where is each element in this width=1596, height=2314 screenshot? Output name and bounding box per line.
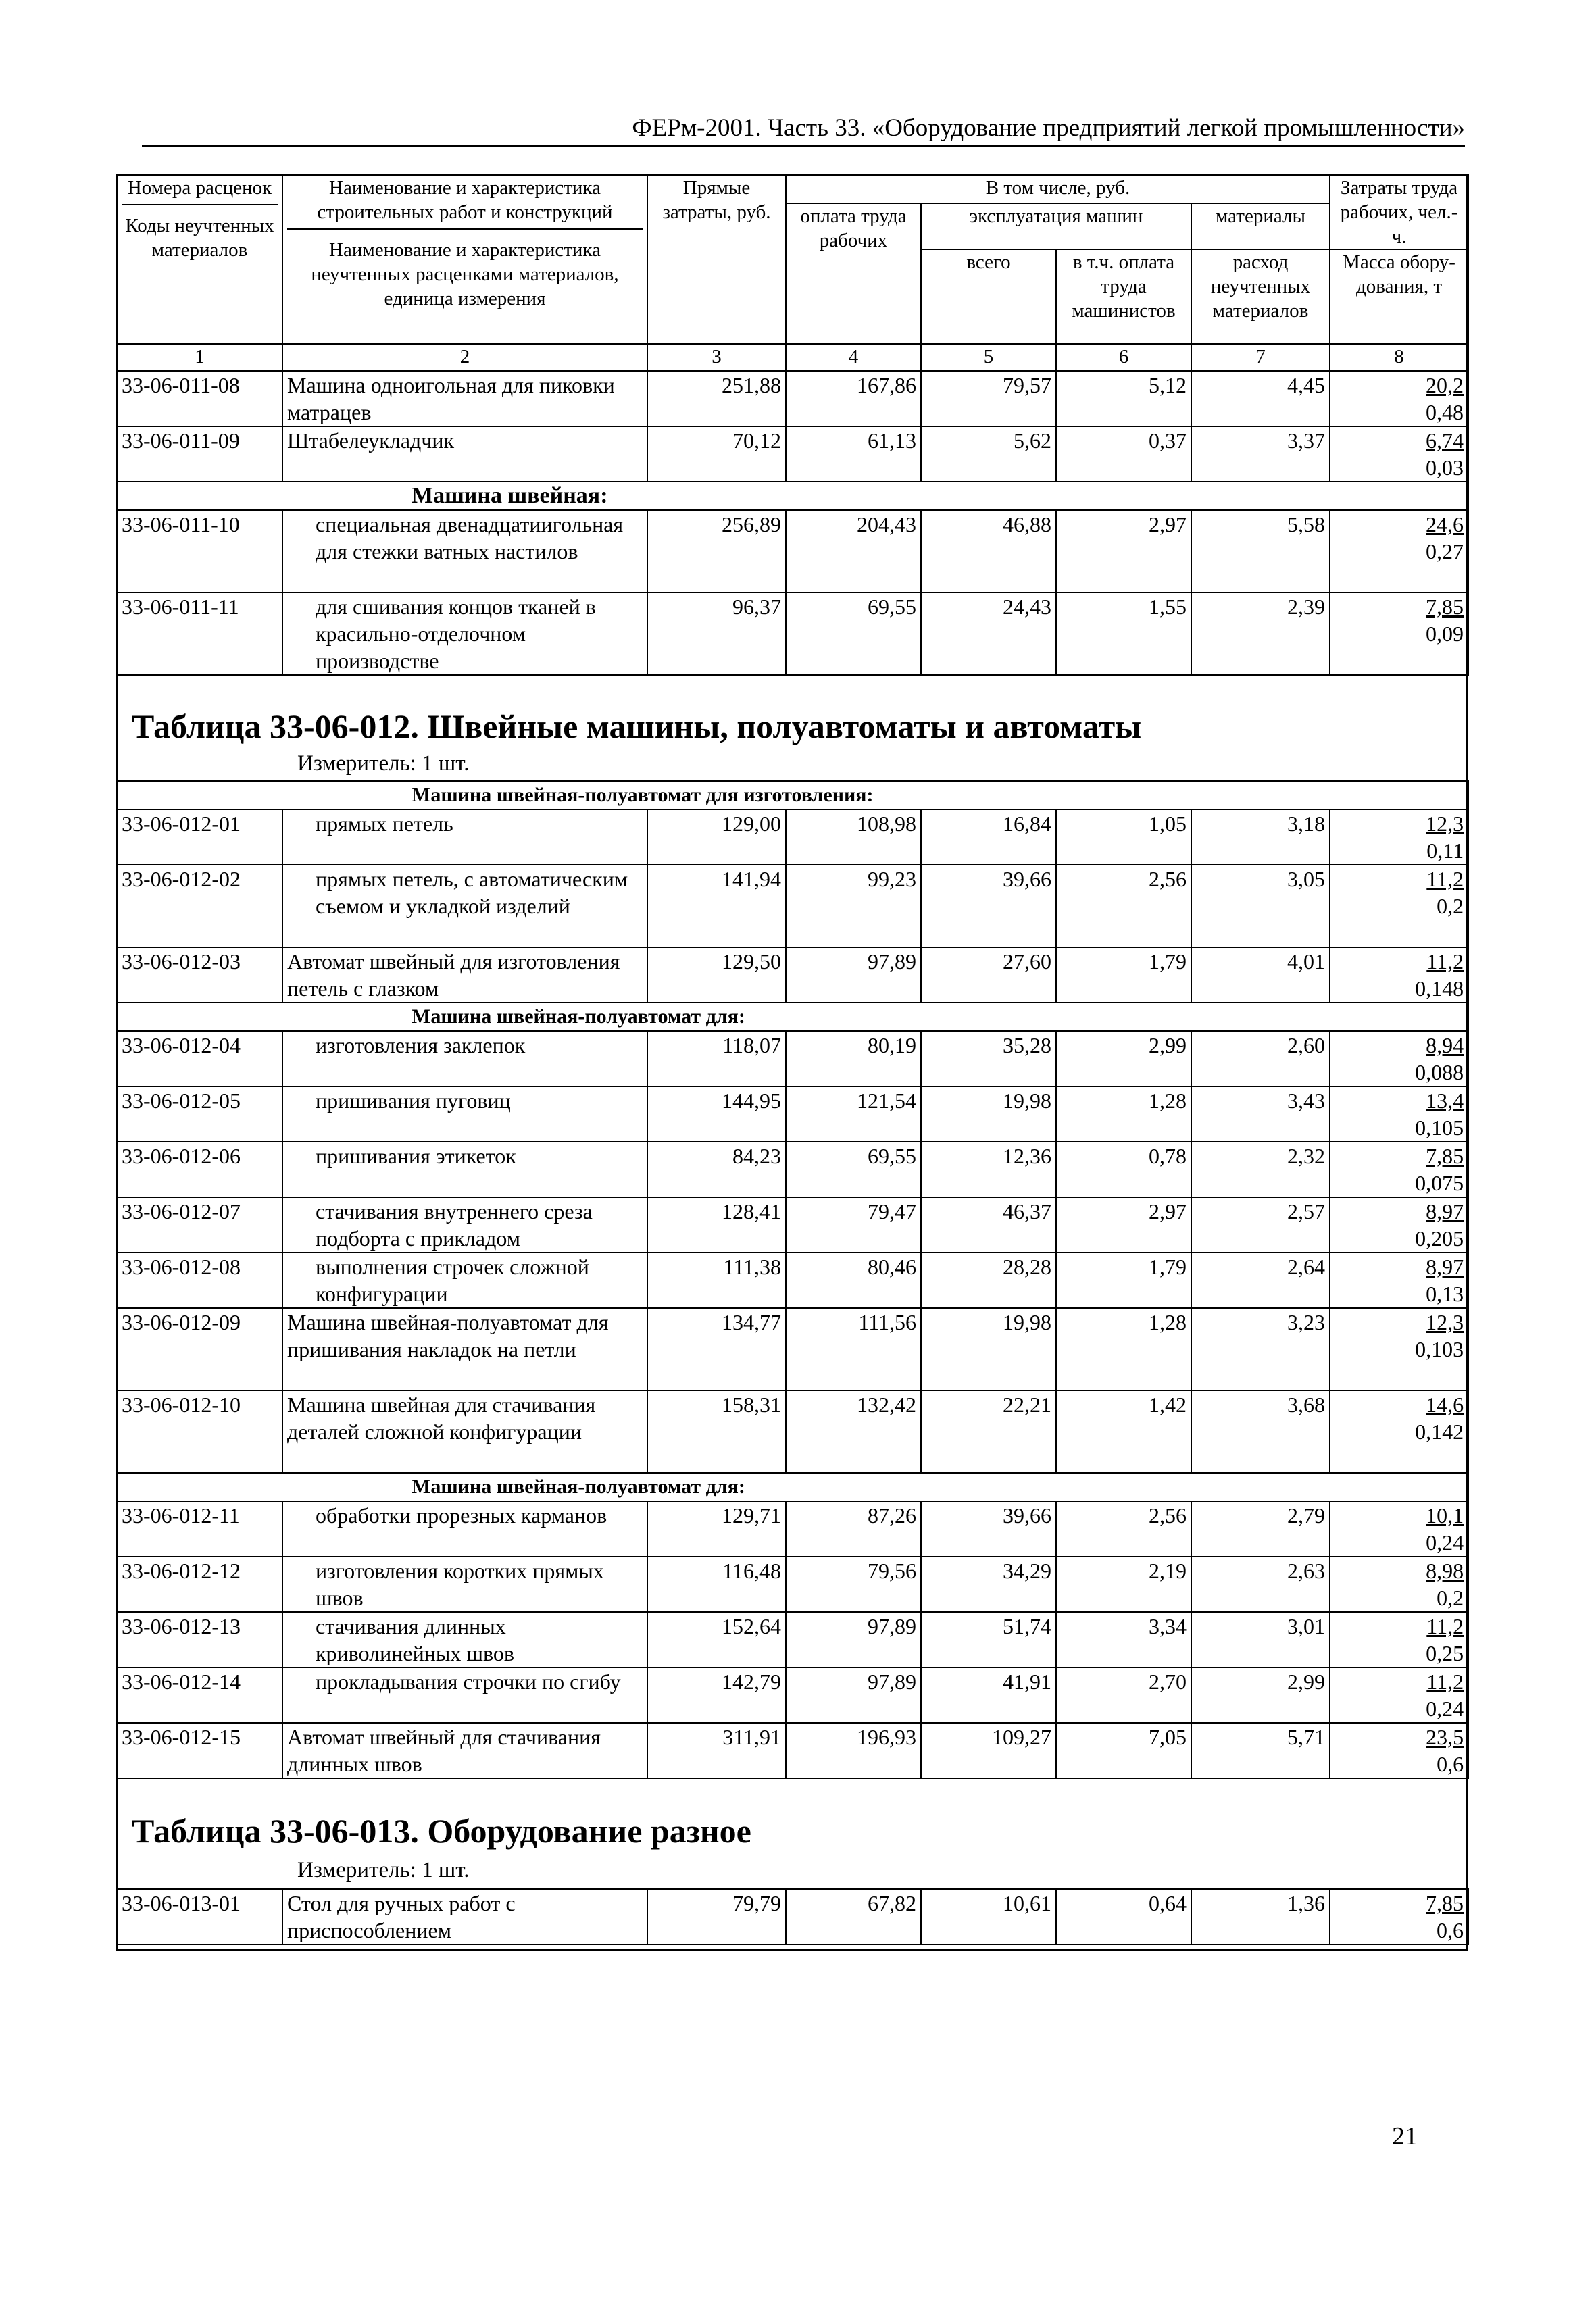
col-header-materials: материалы xyxy=(1191,203,1330,249)
row-code: 33-06-012-08 xyxy=(117,1253,282,1308)
row-materials: 3,37 xyxy=(1191,426,1330,482)
row-machines-total: 109,27 xyxy=(921,1723,1056,1778)
row-labor-cost: 23,5 xyxy=(1426,1725,1464,1749)
row-code: 33-06-012-09 xyxy=(117,1308,282,1390)
table-title-012: Таблица 33-06-012. Швейные машины, полуавтоматы и автоматы xyxy=(132,707,1142,745)
row-labor-cost: 11,2 xyxy=(1426,1669,1464,1694)
row-mass: 0,11 xyxy=(1426,838,1464,863)
row-machinists-pay: 2,97 xyxy=(1056,510,1191,593)
row-labor-mass xyxy=(1330,1667,1468,1723)
row-machines-total: 22,21 xyxy=(921,1390,1056,1473)
row-direct-cost: 70,12 xyxy=(647,426,786,482)
col-code-top: Номера расценок xyxy=(122,176,278,205)
col-name-bottom: Наименование и характеристика неучтенных расценками материалов, единица измерения xyxy=(311,239,619,309)
row-machines-total: 5,62 xyxy=(921,426,1056,482)
table-row xyxy=(117,1253,1468,1308)
row-materials: 2,64 xyxy=(1191,1253,1330,1308)
row-labor-mass xyxy=(1330,1308,1468,1390)
row-machines-total: 35,28 xyxy=(921,1031,1056,1086)
row-labor-pay: 132,42 xyxy=(786,1390,921,1473)
row-mass: 0,13 xyxy=(1426,1282,1464,1306)
table-33-06-013 xyxy=(116,1888,1469,1945)
row-machines-total: 39,66 xyxy=(921,865,1056,947)
row-direct-cost: 142,79 xyxy=(647,1667,786,1723)
row-name: Штабелеукладчик xyxy=(282,426,647,482)
col-header-mach-labor: в т.ч. оплата труда машинистов xyxy=(1056,249,1191,344)
row-machinists-pay: 0,37 xyxy=(1056,426,1191,482)
col-num: 6 xyxy=(1056,344,1191,371)
row-machinists-pay: 2,97 xyxy=(1056,1197,1191,1253)
table-row xyxy=(117,1667,1468,1723)
row-labor-pay: 97,89 xyxy=(786,1612,921,1667)
row-code: 33-06-012-12 xyxy=(117,1557,282,1612)
row-name: изготовления заклепок xyxy=(282,1031,647,1086)
row-machines-total: 51,74 xyxy=(921,1612,1056,1667)
table-row xyxy=(117,1390,1468,1473)
row-labor-pay: 80,19 xyxy=(786,1031,921,1086)
row-labor-pay: 99,23 xyxy=(786,865,921,947)
row-labor-pay: 204,43 xyxy=(786,510,921,593)
row-machines-total: 19,98 xyxy=(921,1086,1056,1142)
rows-012-b xyxy=(117,1031,1468,1473)
row-labor-cost: 12,3 xyxy=(1426,1310,1464,1334)
row-machinists-pay: 1,79 xyxy=(1056,947,1191,1003)
table-row xyxy=(117,1723,1468,1778)
row-name: Стол для ручных работ с приспособлением xyxy=(282,1889,647,1944)
col-header-labor-cost: Затраты труда рабочих, чел.-ч. xyxy=(1330,175,1468,249)
row-direct-cost: 144,95 xyxy=(647,1086,786,1142)
row-mass: 0,2 xyxy=(1437,894,1464,918)
row-code: 33-06-012-14 xyxy=(117,1667,282,1723)
row-labor-cost: 13,4 xyxy=(1426,1088,1464,1113)
row-name: прокладывания строчки по сгибу xyxy=(282,1667,647,1723)
row-machines-total: 41,91 xyxy=(921,1667,1056,1723)
row-mass: 0,205 xyxy=(1415,1226,1464,1251)
row-labor-cost: 7,85 xyxy=(1426,1891,1464,1915)
row-code: 33-06-012-03 xyxy=(117,947,282,1003)
row-materials: 2,60 xyxy=(1191,1031,1330,1086)
table-row xyxy=(117,1501,1468,1557)
row-mass: 0,142 xyxy=(1415,1419,1464,1444)
row-materials: 2,39 xyxy=(1191,593,1330,675)
table-row xyxy=(117,865,1468,947)
row-name: прямых петель, с автоматическим съемом и укладкой изделий xyxy=(282,865,647,947)
row-machinists-pay: 1,28 xyxy=(1056,1086,1191,1142)
row-code: 33-06-012-01 xyxy=(117,809,282,865)
row-mass: 0,24 xyxy=(1426,1530,1464,1555)
row-name: стачивания длинных криволинейных швов xyxy=(282,1612,647,1667)
row-labor-cost: 7,85 xyxy=(1426,1144,1464,1168)
table-row xyxy=(117,1197,1468,1253)
table-row xyxy=(117,1889,1468,1944)
col-name-top: Наименование и характеристика строительных работ и конструкций xyxy=(287,176,643,230)
row-materials: 3,18 xyxy=(1191,809,1330,865)
row-materials: 2,63 xyxy=(1191,1557,1330,1612)
col-header-name xyxy=(282,175,647,344)
table-row xyxy=(117,510,1468,593)
row-materials: 3,23 xyxy=(1191,1308,1330,1390)
row-labor-cost: 7,85 xyxy=(1426,595,1464,619)
row-name: выполнения строчек сложной конфигурации xyxy=(282,1253,647,1308)
col-num: 3 xyxy=(647,344,786,371)
row-machinists-pay: 1,28 xyxy=(1056,1308,1191,1390)
row-machines-total: 19,98 xyxy=(921,1308,1056,1390)
row-labor-mass xyxy=(1330,510,1468,593)
row-materials: 2,99 xyxy=(1191,1667,1330,1723)
row-direct-cost: 256,89 xyxy=(647,510,786,593)
row-machinists-pay: 7,05 xyxy=(1056,1723,1191,1778)
subheader-text: Машина швейная: xyxy=(117,482,1468,510)
row-labor-cost: 8,97 xyxy=(1426,1255,1464,1279)
row-code: 33-06-012-02 xyxy=(117,865,282,947)
row-labor-cost: 24,6 xyxy=(1426,512,1464,536)
row-direct-cost: 84,23 xyxy=(647,1142,786,1197)
row-mass: 0,105 xyxy=(1415,1115,1464,1140)
table-row xyxy=(117,1086,1468,1142)
row-direct-cost: 158,31 xyxy=(647,1390,786,1473)
row-machinists-pay: 3,34 xyxy=(1056,1612,1191,1667)
row-labor-mass xyxy=(1330,1253,1468,1308)
row-direct-cost: 129,71 xyxy=(647,1501,786,1557)
row-mass: 0,09 xyxy=(1426,622,1464,646)
row-name: Машина одноигольная для пиковки матрацев xyxy=(282,371,647,426)
table-row xyxy=(117,1031,1468,1086)
row-machines-total: 34,29 xyxy=(921,1557,1056,1612)
row-materials: 5,58 xyxy=(1191,510,1330,593)
row-direct-cost: 111,38 xyxy=(647,1253,786,1308)
col-header-direct: Прямые затраты, руб. xyxy=(647,175,786,344)
col-num: 2 xyxy=(282,344,647,371)
row-labor-mass xyxy=(1330,865,1468,947)
row-direct-cost: 311,91 xyxy=(647,1723,786,1778)
row-labor-mass xyxy=(1330,1889,1468,1944)
row-mass: 0,6 xyxy=(1437,1918,1464,1942)
row-materials: 4,45 xyxy=(1191,371,1330,426)
row-labor-pay: 61,13 xyxy=(786,426,921,482)
row-labor-cost: 12,3 xyxy=(1426,811,1464,836)
row-code: 33-06-012-04 xyxy=(117,1031,282,1086)
row-labor-cost: 8,98 xyxy=(1426,1559,1464,1583)
row-mass: 0,25 xyxy=(1426,1641,1464,1665)
row-labor-pay: 108,98 xyxy=(786,809,921,865)
row-direct-cost: 251,88 xyxy=(647,371,786,426)
row-labor-cost: 14,6 xyxy=(1426,1392,1464,1417)
row-machines-total: 12,36 xyxy=(921,1142,1056,1197)
row-code: 33-06-011-08 xyxy=(117,371,282,426)
meter-012: Измеритель: 1 шт. xyxy=(297,751,470,776)
row-materials: 3,43 xyxy=(1191,1086,1330,1142)
row-labor-mass xyxy=(1330,426,1468,482)
row-name: пришивания пуговиц xyxy=(282,1086,647,1142)
col-header-machines: эксплуатация машин xyxy=(921,203,1191,249)
col-num: 8 xyxy=(1330,344,1468,371)
row-direct-cost: 79,79 xyxy=(647,1889,786,1944)
row-direct-cost: 141,94 xyxy=(647,865,786,947)
row-machines-total: 24,43 xyxy=(921,593,1056,675)
row-machines-total: 27,60 xyxy=(921,947,1056,1003)
row-labor-mass xyxy=(1330,1197,1468,1253)
row-name: пришивания этикеток xyxy=(282,1142,647,1197)
col-header-mat-use: расход неучтенных материалов xyxy=(1191,249,1330,344)
row-machinists-pay: 2,56 xyxy=(1056,1501,1191,1557)
row-labor-pay: 167,86 xyxy=(786,371,921,426)
table-row xyxy=(117,593,1468,675)
col-header-labor: оплата труда рабочих xyxy=(786,203,921,344)
row-labor-pay: 196,93 xyxy=(786,1723,921,1778)
row-name: Машина швейная-полуавтомат для пришивания накладок на петли xyxy=(282,1308,647,1390)
row-mass: 0,075 xyxy=(1415,1171,1464,1195)
row-materials: 2,57 xyxy=(1191,1197,1330,1253)
row-machinists-pay: 5,12 xyxy=(1056,371,1191,426)
row-machines-total: 46,37 xyxy=(921,1197,1056,1253)
table-row xyxy=(117,1612,1468,1667)
col-num: 7 xyxy=(1191,344,1330,371)
row-labor-pay: 79,47 xyxy=(786,1197,921,1253)
row-name: Машина швейная для стачивания деталей сложной конфигурации xyxy=(282,1390,647,1473)
row-machines-total: 16,84 xyxy=(921,809,1056,865)
row-machinists-pay: 1,42 xyxy=(1056,1390,1191,1473)
row-materials: 1,36 xyxy=(1191,1889,1330,1944)
row-mass: 0,48 xyxy=(1426,400,1464,424)
row-labor-pay: 80,46 xyxy=(786,1253,921,1308)
row-direct-cost: 152,64 xyxy=(647,1612,786,1667)
row-labor-cost: 11,2 xyxy=(1426,1614,1464,1638)
column-header xyxy=(117,175,1468,371)
row-labor-mass xyxy=(1330,371,1468,426)
rows-012-c xyxy=(117,1501,1468,1778)
row-materials: 3,68 xyxy=(1191,1390,1330,1473)
row-labor-pay: 87,26 xyxy=(786,1501,921,1557)
row-labor-mass xyxy=(1330,593,1468,675)
rows-011 xyxy=(117,371,1468,482)
row-labor-pay: 121,54 xyxy=(786,1086,921,1142)
row-direct-cost: 129,00 xyxy=(647,809,786,865)
row-code: 33-06-012-07 xyxy=(117,1197,282,1253)
row-name: для сшивания концов тканей в красильно-отделочном производстве xyxy=(282,593,647,675)
row-machines-total: 46,88 xyxy=(921,510,1056,593)
col-header-mass: Масса обору-дования, т xyxy=(1330,249,1468,344)
col-header-mach-total: всего xyxy=(921,249,1056,344)
row-labor-cost: 10,1 xyxy=(1426,1503,1464,1528)
row-machinists-pay: 2,19 xyxy=(1056,1557,1191,1612)
row-direct-cost: 116,48 xyxy=(647,1557,786,1612)
row-labor-mass xyxy=(1330,947,1468,1003)
row-mass: 0,27 xyxy=(1426,539,1464,563)
row-code: 33-06-012-13 xyxy=(117,1612,282,1667)
row-machinists-pay: 1,05 xyxy=(1056,809,1191,865)
row-code: 33-06-012-11 xyxy=(117,1501,282,1557)
row-name: прямых петель xyxy=(282,809,647,865)
meter-013: Измеритель: 1 шт. xyxy=(297,1858,470,1882)
table-row xyxy=(117,947,1468,1003)
subheader-text: Машина швейная-полуавтомат для изготовления: xyxy=(117,781,1468,809)
row-labor-mass xyxy=(1330,809,1468,865)
row-labor-mass xyxy=(1330,1501,1468,1557)
row-mass: 0,24 xyxy=(1426,1696,1464,1721)
table-title-013: Таблица 33-06-013. Оборудование разное xyxy=(132,1812,751,1850)
row-code: 33-06-011-09 xyxy=(117,426,282,482)
row-machinists-pay: 0,78 xyxy=(1056,1142,1191,1197)
row-code: 33-06-012-06 xyxy=(117,1142,282,1197)
row-name: специальная двенадцатиигольная для стежки ватных настилов xyxy=(282,510,647,593)
row-labor-mass xyxy=(1330,1390,1468,1473)
row-machines-total: 28,28 xyxy=(921,1253,1056,1308)
row-code: 33-06-012-15 xyxy=(117,1723,282,1778)
row-labor-cost: 11,2 xyxy=(1426,867,1464,891)
row-direct-cost: 134,77 xyxy=(647,1308,786,1390)
row-code: 33-06-011-10 xyxy=(117,510,282,593)
row-labor-cost: 6,74 xyxy=(1426,428,1464,453)
row-labor-pay: 67,82 xyxy=(786,1889,921,1944)
row-direct-cost: 128,41 xyxy=(647,1197,786,1253)
row-code: 33-06-012-10 xyxy=(117,1390,282,1473)
row-labor-cost: 20,2 xyxy=(1426,373,1464,397)
table-row xyxy=(117,809,1468,865)
table-33-06-011 xyxy=(116,174,1469,676)
row-labor-mass xyxy=(1330,1031,1468,1086)
row-labor-mass xyxy=(1330,1142,1468,1197)
row-labor-mass xyxy=(1330,1086,1468,1142)
row-name: стачивания внутреннего среза подборта с прикладом xyxy=(282,1197,647,1253)
row-mass: 0,148 xyxy=(1415,976,1464,1001)
row-labor-mass xyxy=(1330,1723,1468,1778)
row-labor-cost: 8,94 xyxy=(1426,1033,1464,1057)
row-mass: 0,103 xyxy=(1415,1337,1464,1361)
row-materials: 2,79 xyxy=(1191,1501,1330,1557)
row-code: 33-06-011-11 xyxy=(117,593,282,675)
table-row xyxy=(117,426,1468,482)
row-labor-pay: 69,55 xyxy=(786,1142,921,1197)
row-direct-cost: 129,50 xyxy=(647,947,786,1003)
row-machinists-pay: 2,70 xyxy=(1056,1667,1191,1723)
col-num: 1 xyxy=(117,344,282,371)
page-number: 21 xyxy=(1392,2122,1418,2150)
row-machinists-pay: 0,64 xyxy=(1056,1889,1191,1944)
row-direct-cost: 96,37 xyxy=(647,593,786,675)
row-labor-pay: 97,89 xyxy=(786,1667,921,1723)
row-labor-mass xyxy=(1330,1612,1468,1667)
row-mass: 0,6 xyxy=(1437,1752,1464,1776)
row-mass: 0,03 xyxy=(1426,455,1464,480)
row-mass: 0,088 xyxy=(1415,1060,1464,1084)
table-row xyxy=(117,1557,1468,1612)
subheader-text: Машина швейная-полуавтомат для: xyxy=(117,1473,1468,1501)
row-materials: 3,05 xyxy=(1191,865,1330,947)
rows-012-a xyxy=(117,809,1468,1003)
row-labor-cost: 8,97 xyxy=(1426,1199,1464,1224)
row-labor-pay: 111,56 xyxy=(786,1308,921,1390)
subheader-text: Машина швейная-полуавтомат для: xyxy=(117,1003,1468,1031)
running-header: ФЕРм-2001. Часть 33. «Оборудование предприятий легкой промышленности» xyxy=(142,111,1465,147)
col-code-bottom: Коды неучтенных материалов xyxy=(125,215,274,261)
row-name: Автомат швейный для стачивания длинных швов xyxy=(282,1723,647,1778)
row-machinists-pay: 1,79 xyxy=(1056,1253,1191,1308)
table-33-06-012 xyxy=(116,780,1469,1779)
table-row xyxy=(117,1142,1468,1197)
row-machines-total: 79,57 xyxy=(921,371,1056,426)
row-code: 33-06-012-05 xyxy=(117,1086,282,1142)
row-machines-total: 39,66 xyxy=(921,1501,1056,1557)
row-materials: 3,01 xyxy=(1191,1612,1330,1667)
row-labor-mass xyxy=(1330,1557,1468,1612)
subheader-011 xyxy=(117,482,1468,510)
col-header-incl: В том числе, руб. xyxy=(786,175,1330,203)
row-name: изготовления коротких прямых швов xyxy=(282,1557,647,1612)
column-number-row xyxy=(117,344,1468,371)
row-code: 33-06-013-01 xyxy=(117,1889,282,1944)
row-mass: 0,2 xyxy=(1437,1586,1464,1610)
row-materials: 2,32 xyxy=(1191,1142,1330,1197)
col-num: 5 xyxy=(921,344,1056,371)
row-direct-cost: 118,07 xyxy=(647,1031,786,1086)
row-name: обработки прорезных карманов xyxy=(282,1501,647,1557)
table-row xyxy=(117,371,1468,426)
row-labor-cost: 11,2 xyxy=(1426,949,1464,974)
row-labor-pay: 69,55 xyxy=(786,593,921,675)
row-machinists-pay: 1,55 xyxy=(1056,593,1191,675)
table-row xyxy=(117,1308,1468,1390)
row-materials: 5,71 xyxy=(1191,1723,1330,1778)
row-name: Автомат швейный для изготовления петель с глазком xyxy=(282,947,647,1003)
row-labor-pay: 97,89 xyxy=(786,947,921,1003)
row-machinists-pay: 2,99 xyxy=(1056,1031,1191,1086)
row-machinists-pay: 2,56 xyxy=(1056,865,1191,947)
col-header-code xyxy=(117,175,282,344)
row-machines-total: 10,61 xyxy=(921,1889,1056,1944)
row-labor-pay: 79,56 xyxy=(786,1557,921,1612)
col-num: 4 xyxy=(786,344,921,371)
row-materials: 4,01 xyxy=(1191,947,1330,1003)
rows-013 xyxy=(117,1889,1468,1944)
rows-011-b xyxy=(117,510,1468,675)
